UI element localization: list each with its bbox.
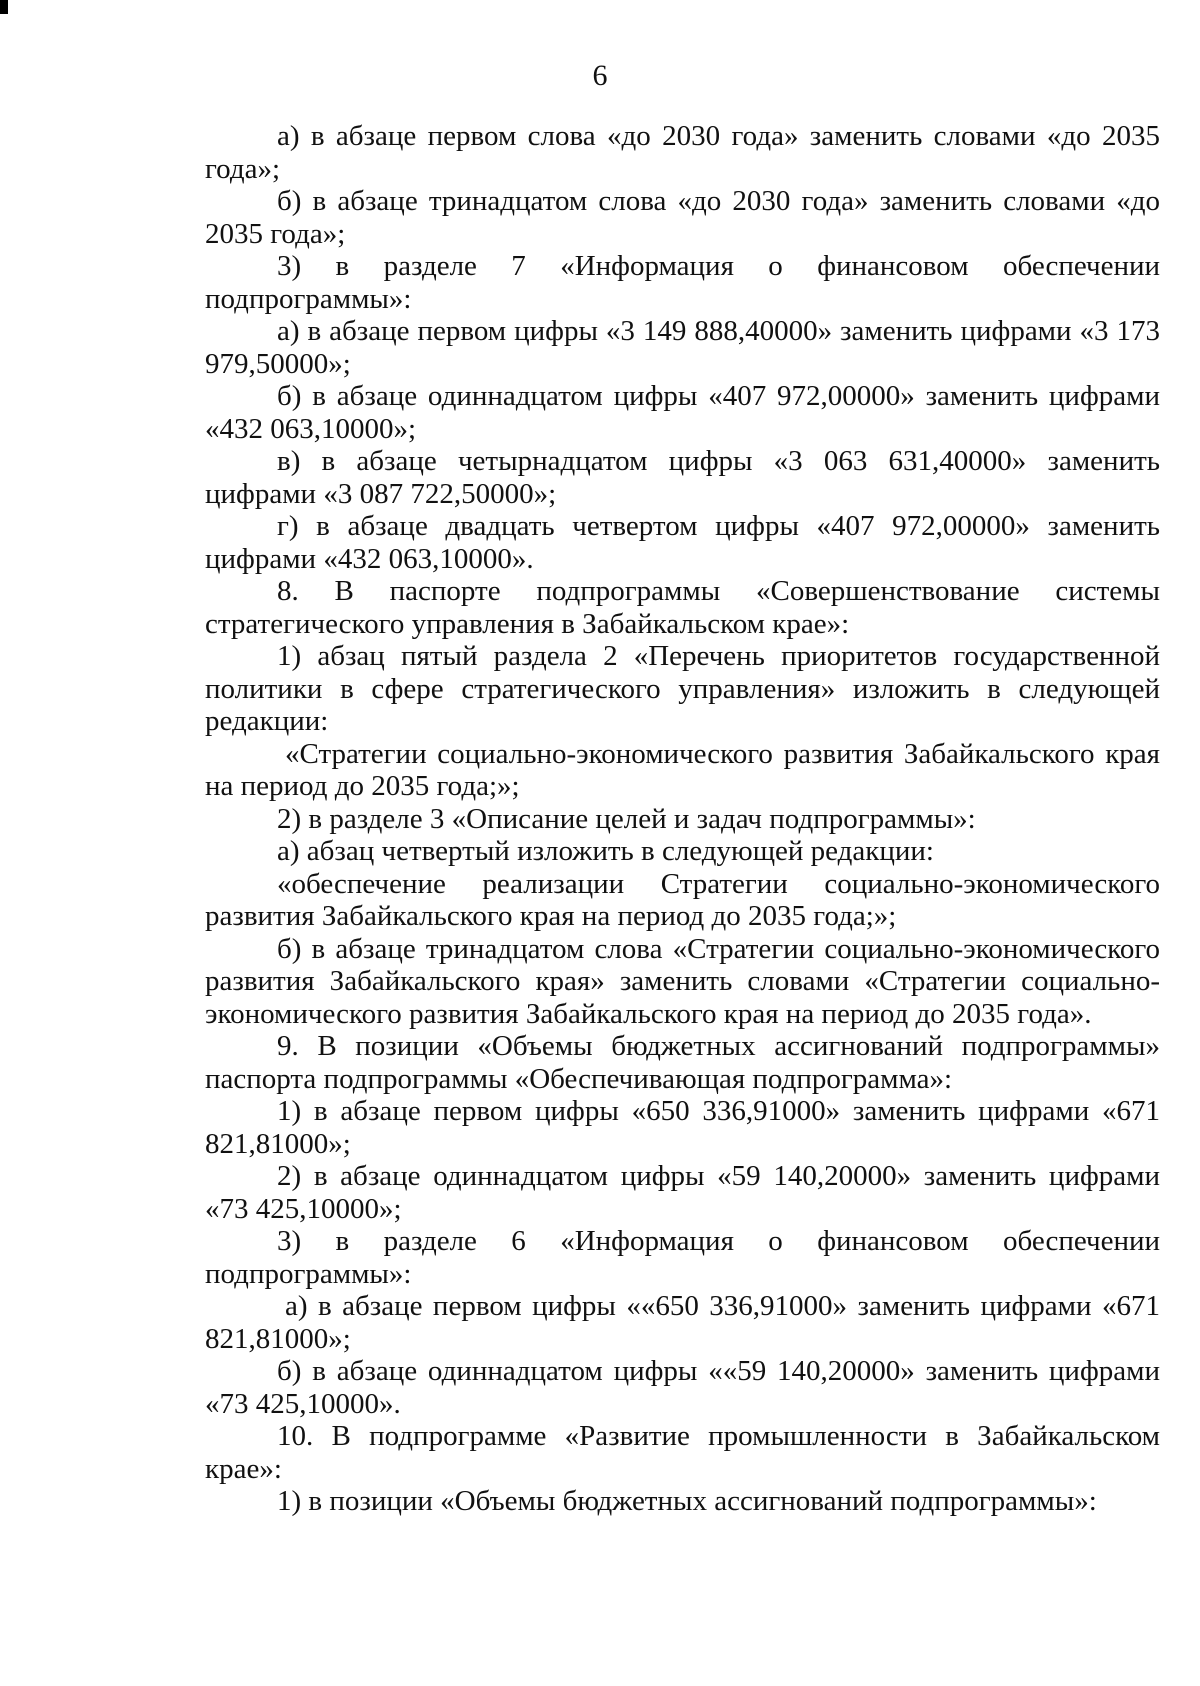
paragraph: 1) в абзаце первом цифры «650 336,91000» заменить цифрами «671 821,81000»; <box>205 1095 1160 1160</box>
paragraph: 2) в разделе 3 «Описание целей и задач подпрограммы»: <box>277 802 976 835</box>
paragraph: 1) абзац пятый раздела 2 «Перечень приоритетов государственной политики в сфере стратегического управления» изложить в следующей редакции: <box>205 640 1160 737</box>
paragraph: б) в абзаце тринадцатом слова «до 2030 года» заменить словами «до 2035 года»; <box>205 185 1160 250</box>
paragraph: в) в абзаце четырнадцатом цифры «3 063 631,40000» заменить цифрами «3 087 722,50000»; <box>205 445 1160 510</box>
paragraph: а) абзац четвертый изложить в следующей редакции: <box>277 835 934 867</box>
paragraph: 8. В паспорте подпрограммы «Совершенствование системы стратегического управления в Забайкальском крае»: <box>205 575 1160 640</box>
paragraph: а) в абзаце первом цифры ««650 336,91000» заменить цифрами «671 821,81000»; <box>205 1290 1160 1355</box>
paragraph: 9. В позиции «Объемы бюджетных ассигнований подпрограммы» паспорта подпрограммы «Обеспечивающая подпрограмма»: <box>205 1030 1160 1095</box>
paragraph: б) в абзаце одиннадцатом цифры ««59 140,20000» заменить цифрами «73 425,10000». <box>205 1355 1160 1420</box>
page-number: 6 <box>592 59 608 92</box>
paragraph: б) в абзаце одиннадцатом цифры «407 972,00000» заменить цифрами «432 063,10000»; <box>205 380 1160 445</box>
quoted-paragraph: «Стратегии социально-экономического развития Забайкальского края на период до 2035 года;»; <box>205 737 1160 802</box>
paragraph: 3) в разделе 7 «Информация о финансовом обеспечении подпрограммы»: <box>205 250 1160 315</box>
paragraph: 2) в абзаце одиннадцатом цифры «59 140,20000» заменить цифрами «73 425,10000»; <box>205 1160 1160 1225</box>
scan-corner-mark <box>0 0 8 14</box>
quoted-paragraph: «обеспечение реализации Стратегии социально-экономического развития Забайкальского края на период до 2035 года;»; <box>205 867 1160 932</box>
paragraph: г) в абзаце двадцать четвертом цифры «407 972,00000» заменить цифрами «432 063,10000». <box>205 510 1160 575</box>
paragraph: 3) в разделе 6 «Информация о финансовом обеспечении подпрограммы»: <box>205 1225 1160 1290</box>
document-body <box>205 120 1160 1518</box>
paragraph: 1) в позиции «Объемы бюджетных ассигнований подпрограммы»: <box>277 1485 1097 1517</box>
paragraph: а) в абзаце первом слова «до 2030 года» заменить словами «до 2035 года»; <box>205 120 1160 185</box>
paragraph: 10. В подпрограмме «Развитие промышленности в Забайкальском крае»: <box>205 1420 1160 1485</box>
paragraph: а) в абзаце первом цифры «3 149 888,40000» заменить цифрами «3 173 979,50000»; <box>205 315 1160 380</box>
paragraph: б) в абзаце тринадцатом слова «Стратегии социально-экономического развития Забайкальского края» заменить словами «Стратегии социально-экономического развития Забайкальского края на период до 2035 года». <box>205 932 1160 1030</box>
